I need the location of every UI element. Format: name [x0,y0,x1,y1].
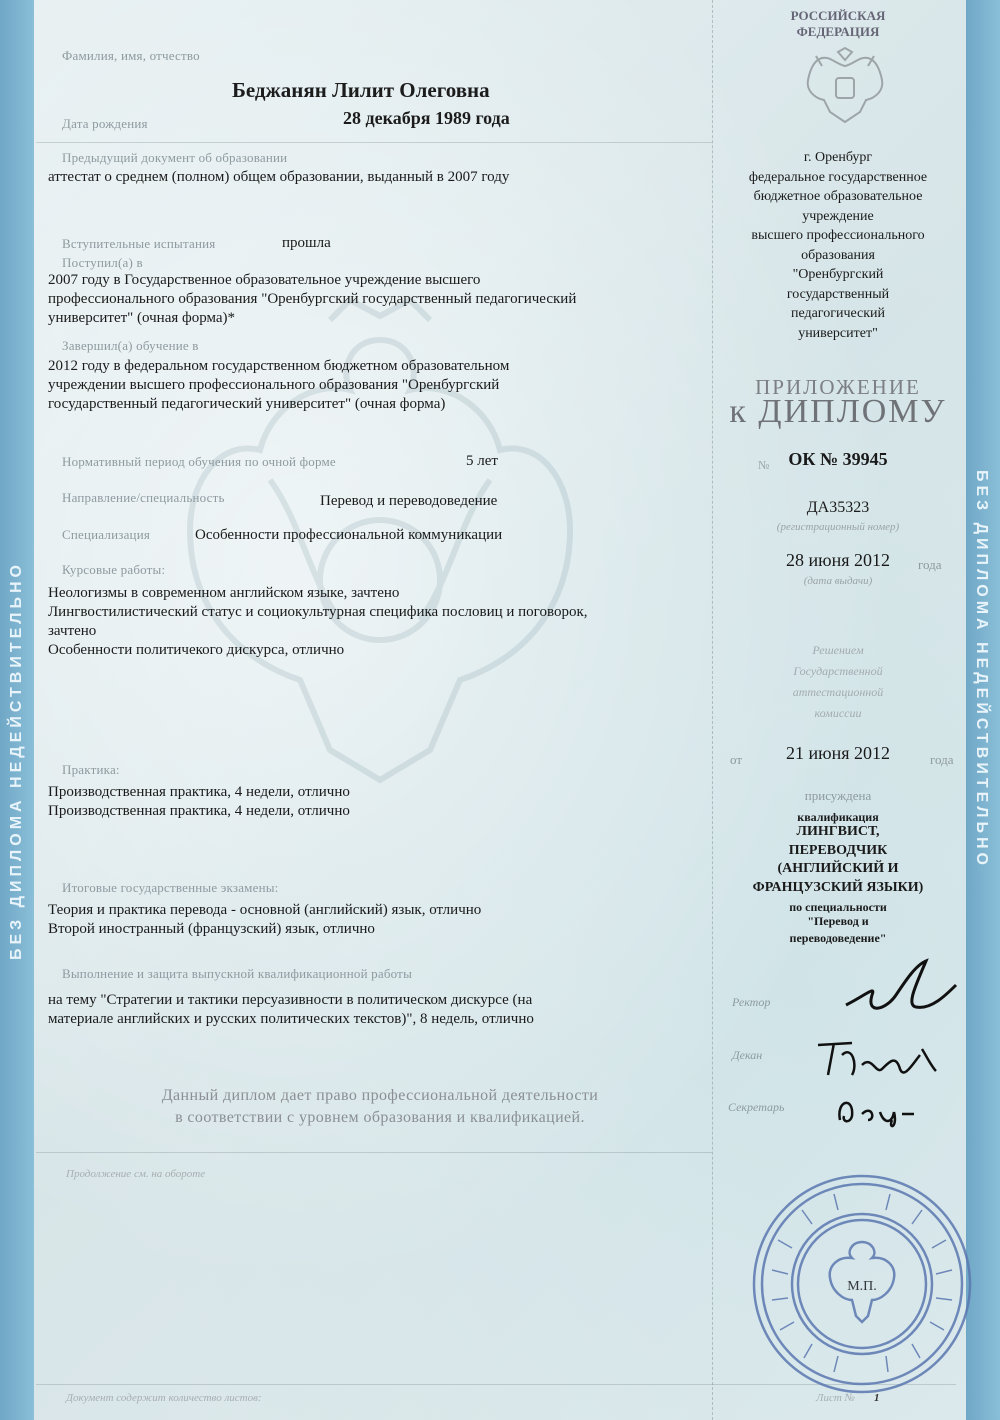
entrance-label: Вступительные испытания [62,236,216,251]
direction-label: Направление/специальность [62,490,225,505]
appendix-title-line1: ПРИЛОЖЕНИЕ [755,375,921,399]
rights-notice: Данный диплом дает право профессиональной деятельности в соответствии с уровнем образования и квалификацией. [161,1087,599,1126]
specialty-value: "Перевод и переводоведение" [789,914,887,945]
sheets-note: Документ содержит количество листов: [66,1392,262,1404]
finished-value: 2012 году в федеральном государственном бюджетном образовательном учреждении высшего профессионального образования "Оренбургский государственный педагогический университет" (очная форма) [48,358,510,412]
number-label: № [758,458,770,472]
right-strip-text: БЕЗ ДИПЛОМА НЕДЕЙСТВИТЕЛЬНО [973,470,990,869]
prev-doc-value: аттестат о среднем (полном) общем образовании, выданный в 2007 году [48,169,510,185]
practice-label: Практика: [62,762,120,777]
sheet-label: Лист № [816,1392,855,1404]
practice-value: Производственная практика, 4 недели, отлично Производственная практика, 4 недели, отлично [48,784,350,819]
awarded-label: присуждена [804,788,872,803]
qualification-label: квалификация [797,810,879,824]
commission-date: 21 июня 2012 [786,743,890,763]
qualification-value: ЛИНГВИСТ, ПЕРЕВОДЧИК (АНГЛИЙСКИЙ И ФРАНЦУЗСКИЙ ЯЗЫКИ) [752,824,924,895]
appendix-title-line2: к ДИПЛОМУ [729,393,947,430]
issue-year-suffix: года [918,557,942,572]
specialization-value: Особенности профессиональной коммуникации [195,527,503,543]
seal-mp-text: М.П. [847,1279,877,1294]
finished-label: Завершил(а) обучение в [62,338,199,353]
period-label: Нормативный период обучения по очной форме [62,454,336,469]
full-name: Беджанян Лилит Олеговна [232,78,490,102]
dob-label: Дата рождения [62,116,148,131]
from-label: от [730,752,743,767]
secretary-label: Секретарь [728,1100,785,1114]
thesis-value: на тему "Стратегии и тактики персуазивности в политическом дискурсе (на материале английских и русских политических текстов)", 8 недель, отлично [48,992,534,1027]
period-value: 5 лет [466,453,498,469]
country-name: РОССИЙСКАЯ ФЕДЕРАЦИЯ [790,8,886,39]
registration-number: ДА35323 [806,499,870,516]
institution-name: г. Оренбург федеральное государственное бюджетное образовательное учреждение высшего профессионального образования "Оренбургский государственный педагогический университет" [748,150,928,341]
coursework-value: Неологизмы в современном английском языке, зачтено Лингвостилистический статус и социокультурная специфика пословиц и поговорок, зачтено Особенности политичекого дискурса, отлично [48,585,588,658]
secretary-signature [832,1090,922,1130]
left-strip-text: БЕЗ ДИПЛОМА НЕДЕЙСТВИТЕЛЬНО [8,561,25,960]
coursework-label: Курсовые работы: [62,562,166,577]
specialization-label: Специализация [62,527,151,542]
date-of-birth: 28 декабря 1989 года [343,108,510,128]
exams-value: Теория и практика перевода - основной (английский) язык, отлично Второй иностранный (французский) язык, отлично [48,902,482,937]
column-divider [712,0,713,1420]
thesis-label: Выполнение и защита выпускной квалификационной работы [62,966,413,981]
dean-signature [812,1035,942,1085]
continued-note: Продолжение см. на обороте [66,1168,206,1180]
double-headed-eagle-icon [802,46,888,126]
registration-caption: (регистрационный номер) [776,521,900,533]
commission-year-suffix: года [930,752,954,767]
rector-label: Ректор [732,995,771,1009]
prev-doc-label: Предыдущий документ об образовании [62,150,288,165]
issue-date-caption: (дата выдачи) [803,575,873,587]
enrolled-value: 2007 году в Государственное образовательное учреждение высшего профессионального образования "Оренбургский государственный педагогический университет" (очная форма)* [48,272,577,326]
official-seal-stamp [748,1170,976,1398]
divider-line [36,142,712,143]
exams-label: Итоговые государственные экзамены: [62,880,279,895]
rector-signature [836,955,966,1025]
divider-line [36,1152,712,1153]
direction-value: Перевод и переводоведение [320,493,498,509]
issue-date: 28 июня 2012 [786,550,890,570]
commission-decision: Решением Государственной аттестационной комиссии [792,643,884,720]
dean-label: Декан [732,1048,763,1062]
enrolled-label: Поступил(а) в [62,255,143,270]
document-number: ОК № 39945 [788,449,888,469]
fio-label: Фамилия, имя, отчество [62,48,200,63]
sheet-number: 1 [874,1392,880,1404]
entrance-value: прошла [282,235,331,251]
specialty-label: по специальности [789,900,887,914]
